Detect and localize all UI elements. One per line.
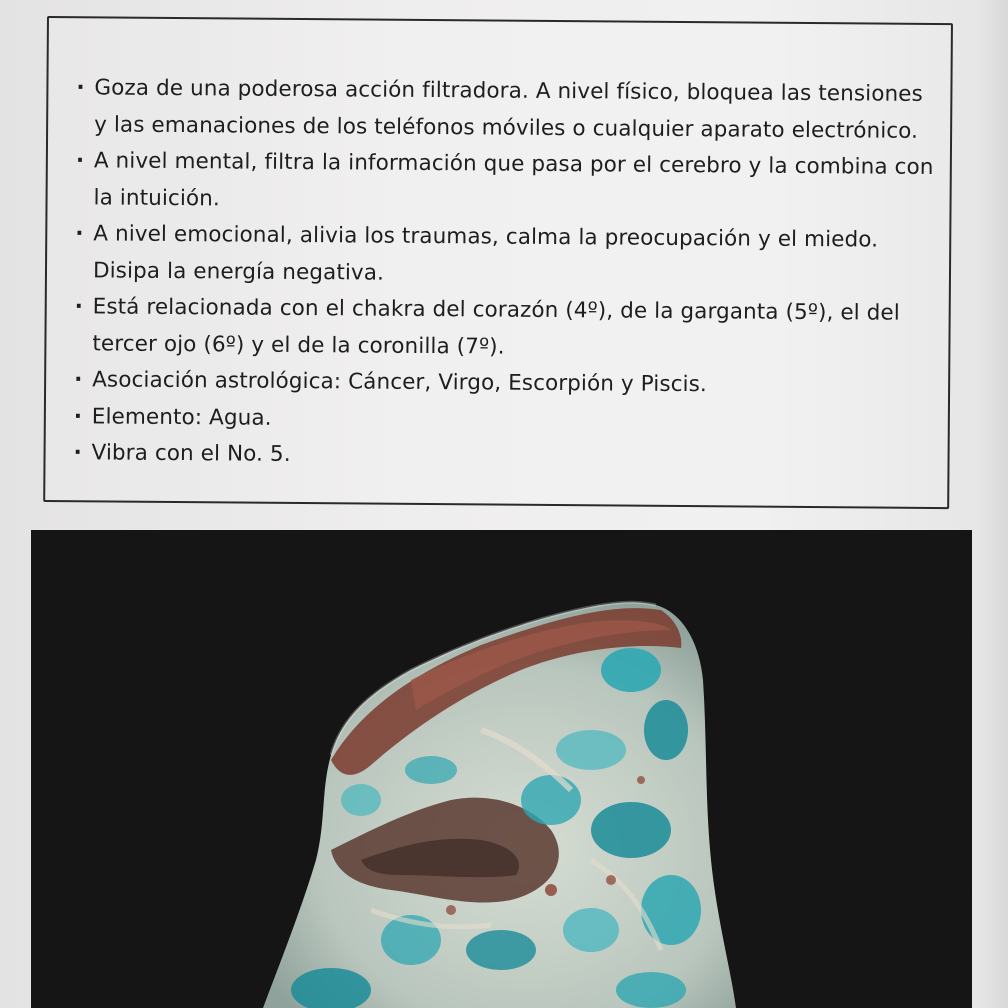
list-item-text: Está relacionada con el chakra del corazón (4º), de la garganta (5º), el del tercer ojo (6º) y el de la coronilla (7º). [92,294,900,360]
list-item-text: A nivel emocional, alivia los traumas, calma la preocupación y el miedo. Disipa la energía negativa. [92,221,879,286]
page-edge-shadow [978,0,1008,1008]
bullet-icon: · [74,367,83,393]
bullet-icon: · [74,294,84,320]
list-item-text: Vibra con el No. 5. [91,440,291,467]
list-item-text: A nivel mental, filtra la información que pasa por el cerebro y la combina con la intuición. [93,148,934,211]
bullet-icon: · [75,148,85,174]
bullet-icon: · [75,221,84,247]
stone-photo [31,530,972,1008]
amazonite-stone-image [31,530,972,1008]
list-item [73,216,934,296]
bullet-icon: · [73,403,83,429]
bullet-icon: · [76,75,85,101]
list-item [73,143,934,223]
list-item [71,435,931,478]
properties-list [71,70,934,478]
list-item-text: Asociación astrológica: Cáncer, Virgo, Escorpión y Piscis. [92,367,708,398]
list-item-text: Elemento: Agua. [91,403,272,431]
list-item [74,70,935,150]
stone-body [251,590,751,1008]
bullet-icon: · [73,440,82,466]
properties-box [43,16,953,509]
list-item [72,289,933,369]
list-item-text: Goza de una poderosa acción filtradora. A nivel físico, bloquea las tensiones y las emanaciones de los teléfonos móviles o cualquier aparato electrónico. [94,75,923,144]
